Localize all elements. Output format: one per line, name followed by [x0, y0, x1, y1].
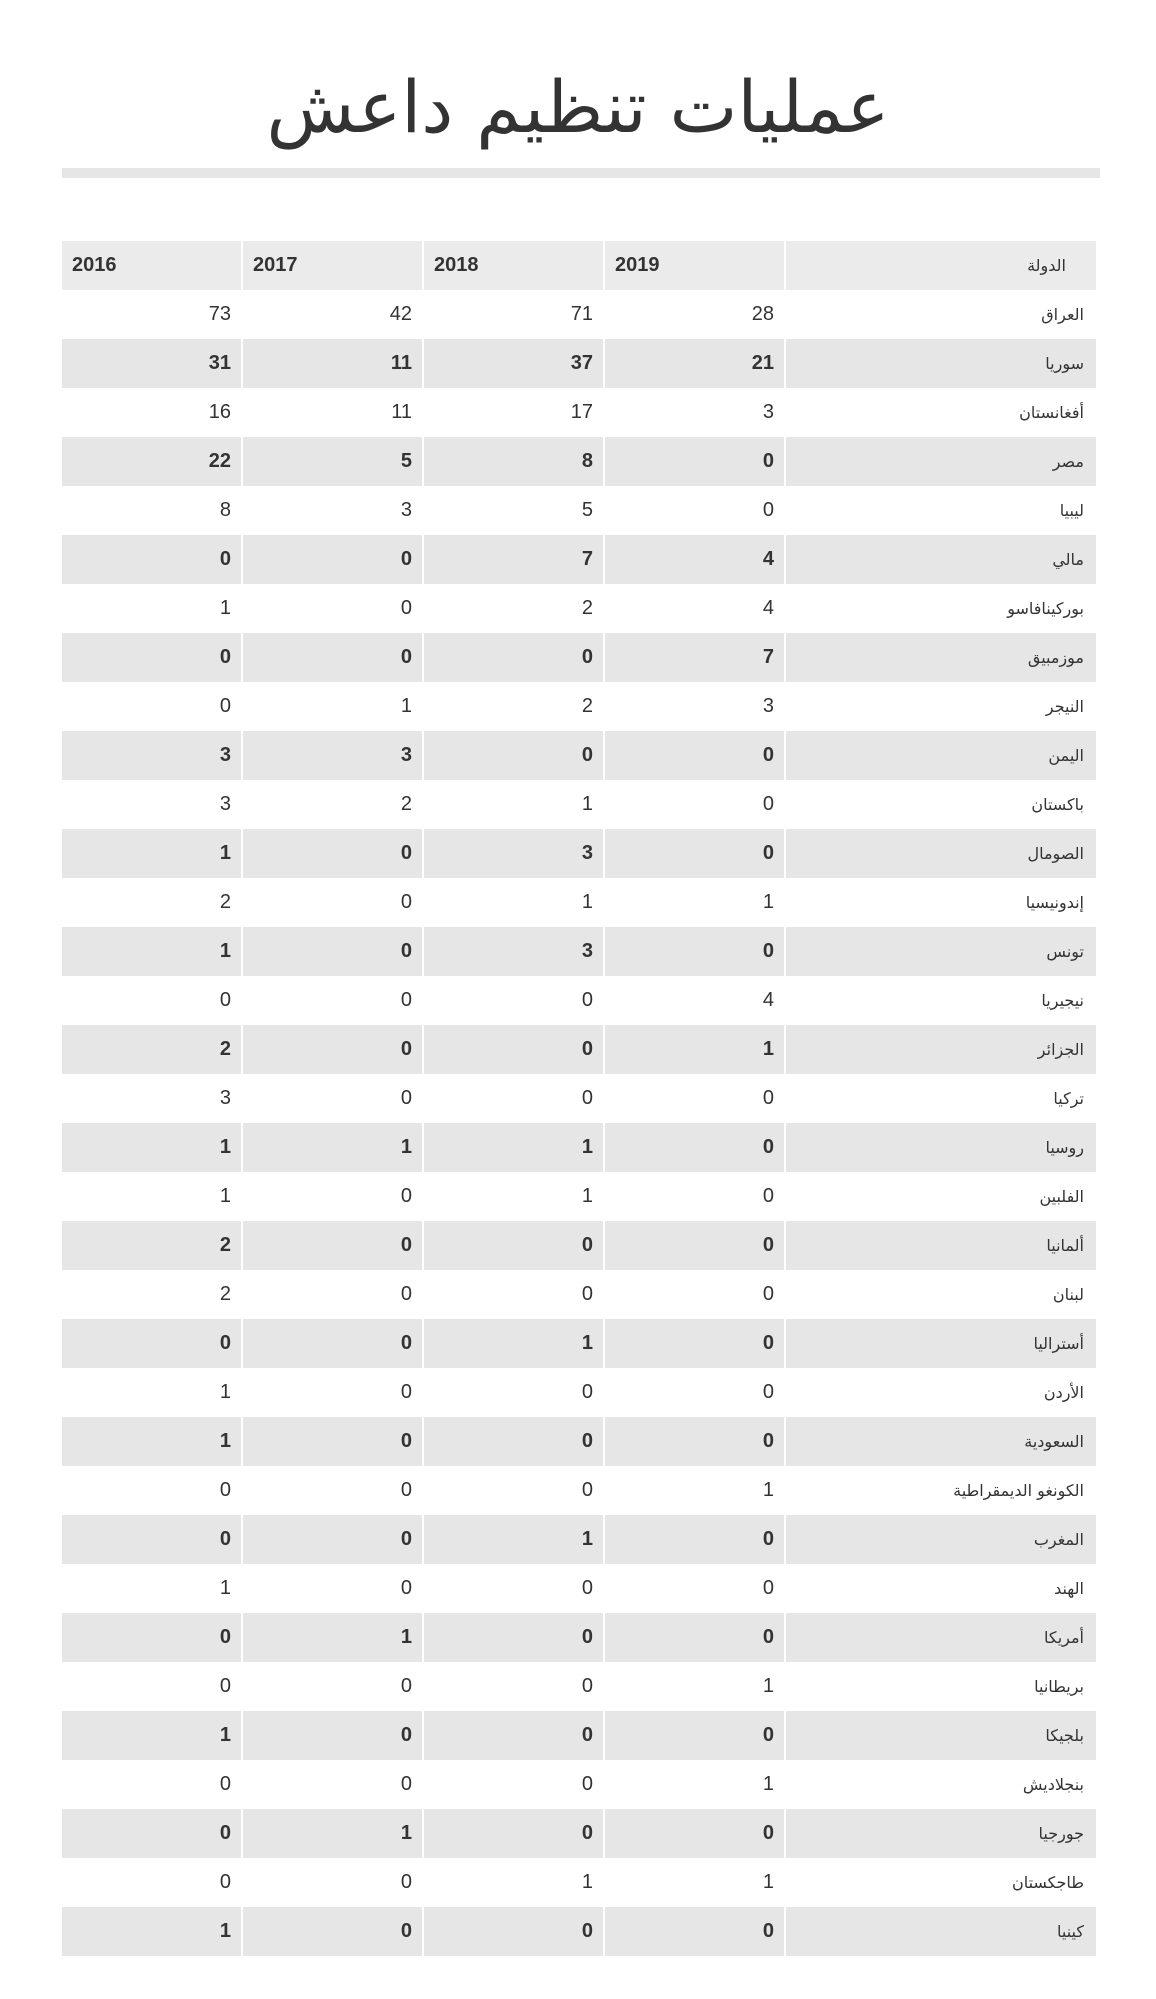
table-row [62, 535, 1096, 584]
cell-2018: 1 [424, 1858, 605, 1907]
cell-2016: 31 [62, 339, 243, 388]
cell-country: كينيا [786, 1907, 1096, 1956]
cell-2016: 3 [62, 1074, 243, 1123]
cell-2019: 0 [605, 1270, 786, 1319]
cell-2019: 0 [605, 1417, 786, 1466]
cell-2017: 0 [243, 829, 424, 878]
table-row [62, 339, 1096, 388]
table-row [62, 927, 1096, 976]
cell-country: اليمن [786, 731, 1096, 780]
cell-country: مالي [786, 535, 1096, 584]
cell-2017: 0 [243, 1466, 424, 1515]
cell-2017: 0 [243, 1662, 424, 1711]
cell-2017: 0 [243, 1417, 424, 1466]
cell-2019: 0 [605, 1515, 786, 1564]
column-header-2016[interactable]: 2016 [62, 241, 243, 290]
cell-2018: 0 [424, 1760, 605, 1809]
table-row [62, 731, 1096, 780]
table-row [62, 1123, 1096, 1172]
cell-2019: 0 [605, 1123, 786, 1172]
operations-table [62, 241, 1096, 1956]
cell-2018: 0 [424, 1662, 605, 1711]
cell-2019: 0 [605, 486, 786, 535]
page-title: عمليات تنظيم داعش [266, 65, 890, 149]
cell-country: نيجيريا [1041, 991, 1084, 1010]
table-row [62, 1711, 1096, 1760]
table-row [62, 1515, 1096, 1564]
cell-2019: 0 [605, 437, 786, 486]
cell-country: بريطانيا [1034, 1677, 1084, 1696]
cell-2019: 0 [605, 829, 786, 878]
cell-2017: 42 [243, 290, 424, 339]
table-row [62, 1172, 1096, 1221]
cell-2016: 73 [62, 290, 243, 339]
cell-2018: 0 [424, 1221, 605, 1270]
cell-2019: 1 [605, 878, 786, 927]
cell-2019: 4 [605, 584, 786, 633]
cell-2016: 2 [62, 878, 243, 927]
cell-2017: 0 [243, 633, 424, 682]
cell-country: لبنان [1052, 1285, 1084, 1304]
cell-country: موزمبيق [786, 633, 1096, 682]
cell-country: الفلبين [1039, 1187, 1084, 1206]
cell-country: روسيا [786, 1123, 1096, 1172]
table-row [62, 1662, 1096, 1711]
cell-2018: 0 [424, 976, 605, 1025]
table-row [62, 584, 1096, 633]
title-divider [62, 168, 1100, 178]
cell-2017: 1 [243, 1123, 424, 1172]
cell-2018: 0 [424, 1417, 605, 1466]
cell-2017: 0 [243, 976, 424, 1025]
cell-country: الجزائر [786, 1025, 1096, 1074]
cell-2019: 1 [605, 1760, 786, 1809]
cell-2017: 11 [243, 339, 424, 388]
cell-2016: 0 [62, 1809, 243, 1858]
table-row [62, 1221, 1096, 1270]
cell-2018: 71 [424, 290, 605, 339]
table-row [62, 1809, 1096, 1858]
cell-2016: 22 [62, 437, 243, 486]
cell-2016: 1 [62, 1172, 243, 1221]
cell-country: باكستان [1031, 795, 1084, 814]
cell-2016: 0 [62, 682, 243, 731]
cell-2019: 0 [605, 1368, 786, 1417]
column-header-2019[interactable]: 2019 [605, 241, 786, 290]
table-row [62, 1417, 1096, 1466]
cell-2019: 0 [605, 1809, 786, 1858]
table-row [62, 1613, 1096, 1662]
cell-2018: 1 [424, 780, 605, 829]
cell-2017: 0 [243, 1907, 424, 1956]
table-row [62, 1564, 1096, 1613]
cell-2016: 8 [62, 486, 243, 535]
cell-country: بنجلاديش [1022, 1775, 1084, 1794]
table-row [62, 780, 1096, 829]
cell-2017: 0 [243, 1760, 424, 1809]
cell-2019: 1 [605, 1662, 786, 1711]
cell-2019: 0 [605, 1564, 786, 1613]
cell-2018: 2 [424, 584, 605, 633]
cell-2016: 1 [62, 584, 243, 633]
table-body [62, 290, 1096, 1956]
cell-country: السعودية [786, 1417, 1096, 1466]
cell-2018: 1 [424, 1123, 605, 1172]
cell-2019: 1 [605, 1858, 786, 1907]
table-row [62, 1466, 1096, 1515]
cell-2018: 1 [424, 878, 605, 927]
cell-2016: 2 [62, 1221, 243, 1270]
column-header-2017[interactable]: 2017 [243, 241, 424, 290]
table-row [62, 290, 1096, 339]
table-row [62, 1858, 1096, 1907]
cell-2017: 0 [243, 927, 424, 976]
table-row [62, 1368, 1096, 1417]
cell-2017: 0 [243, 1025, 424, 1074]
cell-2019: 0 [605, 1074, 786, 1123]
cell-2018: 0 [424, 731, 605, 780]
cell-2016: 3 [62, 731, 243, 780]
cell-country: ألمانيا [786, 1221, 1096, 1270]
cell-2018: 0 [424, 1711, 605, 1760]
cell-country: بلجيكا [786, 1711, 1096, 1760]
cell-2018: 1 [424, 1319, 605, 1368]
table-row [62, 486, 1096, 535]
cell-2017: 0 [243, 878, 424, 927]
table-row [62, 388, 1096, 437]
cell-2019: 4 [605, 976, 786, 1025]
cell-country: أستراليا [786, 1319, 1096, 1368]
cell-country: ليبيا [1059, 501, 1084, 520]
cell-2016: 1 [62, 1417, 243, 1466]
cell-country: سوريا [786, 339, 1096, 388]
cell-2017: 0 [243, 1074, 424, 1123]
cell-2016: 3 [62, 780, 243, 829]
cell-2016: 1 [62, 1907, 243, 1956]
cell-2019: 0 [605, 780, 786, 829]
cell-2018: 17 [424, 388, 605, 437]
cell-2018: 3 [424, 829, 605, 878]
cell-2018: 37 [424, 339, 605, 388]
cell-2019: 0 [605, 731, 786, 780]
cell-2018: 1 [424, 1172, 605, 1221]
header-row [62, 241, 1096, 290]
table-row [62, 976, 1096, 1025]
table-row [62, 1319, 1096, 1368]
cell-country: المغرب [786, 1515, 1096, 1564]
cell-2016: 0 [62, 1515, 243, 1564]
cell-2016: 0 [62, 1319, 243, 1368]
cell-2016: 0 [62, 976, 243, 1025]
cell-2016: 1 [62, 1711, 243, 1760]
cell-2019: 0 [605, 1221, 786, 1270]
cell-country: تركيا [1053, 1089, 1084, 1108]
cell-2017: 1 [243, 1809, 424, 1858]
cell-2018: 8 [424, 437, 605, 486]
cell-2019: 0 [605, 1907, 786, 1956]
cell-2018: 0 [424, 1466, 605, 1515]
cell-2018: 5 [424, 486, 605, 535]
cell-2017: 1 [243, 1613, 424, 1662]
cell-2016: 16 [62, 388, 243, 437]
cell-2018: 0 [424, 1025, 605, 1074]
cell-2019: 3 [605, 682, 786, 731]
cell-2019: 3 [605, 388, 786, 437]
cell-2017: 1 [243, 682, 424, 731]
cell-2019: 1 [605, 1466, 786, 1515]
cell-2018: 0 [424, 1613, 605, 1662]
cell-2019: 21 [605, 339, 786, 388]
table-row [62, 437, 1096, 486]
cell-2016: 2 [62, 1025, 243, 1074]
cell-2019: 0 [605, 1172, 786, 1221]
cell-country: طاجكستان [1011, 1873, 1084, 1892]
cell-2016: 1 [62, 1564, 243, 1613]
cell-2019: 0 [605, 1711, 786, 1760]
cell-2016: 0 [62, 1466, 243, 1515]
cell-2017: 2 [243, 780, 424, 829]
cell-2018: 0 [424, 1270, 605, 1319]
cell-2018: 0 [424, 1809, 605, 1858]
cell-country: الصومال [786, 829, 1096, 878]
cell-2016: 1 [62, 1368, 243, 1417]
table-row [62, 1760, 1096, 1809]
cell-2017: 0 [243, 1858, 424, 1907]
cell-2017: 0 [243, 1319, 424, 1368]
cell-country: أمريكا [786, 1613, 1096, 1662]
cell-2016: 1 [62, 829, 243, 878]
cell-2017: 0 [243, 1368, 424, 1417]
table-row [62, 633, 1096, 682]
cell-2018: 1 [424, 1515, 605, 1564]
cell-2018: 7 [424, 535, 605, 584]
cell-country: الكونغو الديمقراطية [953, 1481, 1084, 1500]
cell-country: بوركينافاسو [1007, 599, 1084, 618]
cell-2019: 0 [605, 1613, 786, 1662]
table-row [62, 829, 1096, 878]
cell-country: النيجر [1045, 697, 1084, 716]
cell-2017: 5 [243, 437, 424, 486]
cell-2019: 4 [605, 535, 786, 584]
cell-2016: 0 [62, 633, 243, 682]
cell-2018: 2 [424, 682, 605, 731]
cell-2017: 0 [243, 535, 424, 584]
cell-country: مصر [786, 437, 1096, 486]
table-row [62, 682, 1096, 731]
cell-2016: 0 [62, 535, 243, 584]
cell-country: جورجيا [786, 1809, 1096, 1858]
cell-2017: 0 [243, 1270, 424, 1319]
cell-country: الأردن [1043, 1383, 1084, 1402]
cell-2017: 0 [243, 1515, 424, 1564]
cell-2016: 1 [62, 1123, 243, 1172]
cell-2016: 1 [62, 927, 243, 976]
cell-2017: 0 [243, 1221, 424, 1270]
cell-2016: 0 [62, 1613, 243, 1662]
table-row [62, 1907, 1096, 1956]
cell-2017: 11 [243, 388, 424, 437]
cell-2019: 28 [605, 290, 786, 339]
cell-country: العراق [1041, 305, 1084, 324]
cell-2018: 0 [424, 1564, 605, 1613]
cell-2016: 0 [62, 1858, 243, 1907]
cell-country: أفغانستان [1019, 403, 1084, 422]
table-row [62, 878, 1096, 927]
cell-country: إندونيسيا [1025, 893, 1084, 912]
cell-2017: 3 [243, 486, 424, 535]
cell-2017: 0 [243, 584, 424, 633]
cell-2018: 0 [424, 633, 605, 682]
cell-2019: 1 [605, 1025, 786, 1074]
column-header-country[interactable]: الدولة [786, 241, 1096, 290]
cell-2017: 0 [243, 1711, 424, 1760]
cell-2017: 0 [243, 1172, 424, 1221]
table-row [62, 1025, 1096, 1074]
column-header-2018[interactable]: 2018 [424, 241, 605, 290]
cell-2017: 0 [243, 1564, 424, 1613]
table-header [62, 241, 1096, 290]
table-row [62, 1270, 1096, 1319]
cell-2018: 0 [424, 1907, 605, 1956]
cell-2018: 0 [424, 1368, 605, 1417]
cell-country: تونس [786, 927, 1096, 976]
cell-2019: 0 [605, 1319, 786, 1368]
cell-2019: 7 [605, 633, 786, 682]
table-row [62, 1074, 1096, 1123]
cell-2016: 0 [62, 1760, 243, 1809]
cell-country: الهند [1054, 1579, 1084, 1598]
cell-2018: 0 [424, 1074, 605, 1123]
cell-2016: 2 [62, 1270, 243, 1319]
cell-2019: 0 [605, 927, 786, 976]
cell-2017: 3 [243, 731, 424, 780]
cell-2016: 0 [62, 1662, 243, 1711]
cell-2018: 3 [424, 927, 605, 976]
